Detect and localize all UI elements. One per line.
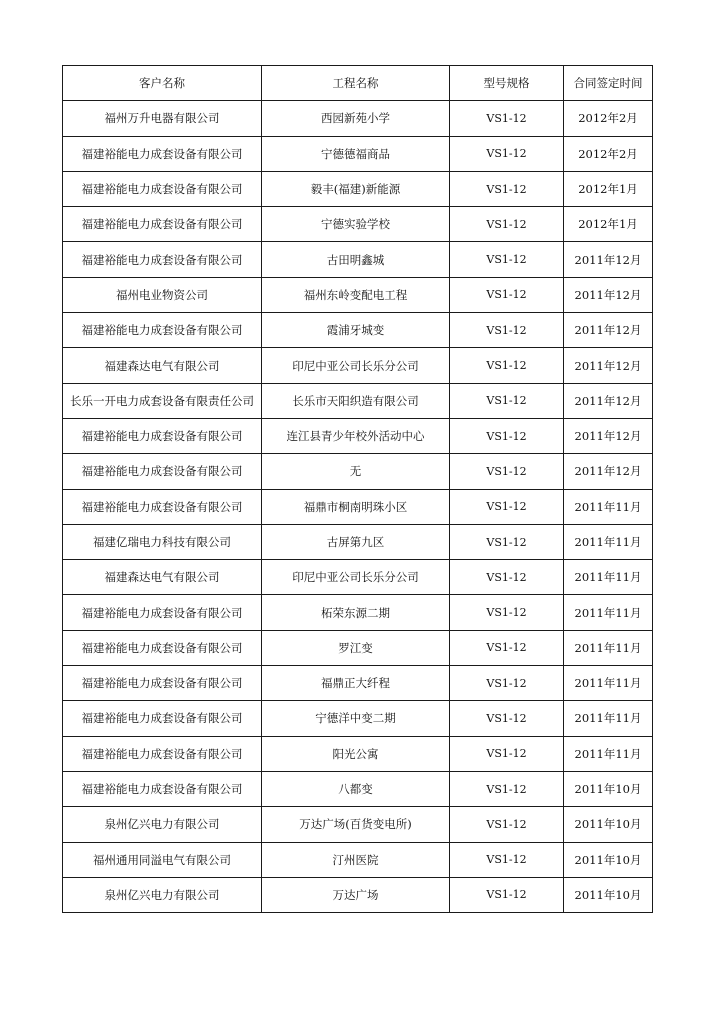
table-row [63, 171, 653, 206]
customer-name-cell: 福建裕能电力成套设备有限公司 [63, 771, 262, 806]
customer-name-cell: 福建裕能电力成套设备有限公司 [63, 666, 262, 701]
table-row [63, 313, 653, 348]
contract-date-cell: 2011年10月 [564, 771, 653, 806]
table-row [63, 101, 653, 136]
customer-name-cell: 福建裕能电力成套设备有限公司 [63, 171, 262, 206]
table-row [63, 842, 653, 877]
table-header [63, 66, 653, 101]
table-row [63, 348, 653, 383]
contract-date-cell: 2011年11月 [564, 560, 653, 595]
contract-date-cell: 2012年1月 [564, 171, 653, 206]
project-name-cell: 宁德洋中变二期 [262, 701, 450, 736]
project-name-cell: 古田明鑫城 [262, 242, 450, 277]
model-spec-cell: VS1-12 [450, 807, 564, 842]
customer-name-cell: 福建裕能电力成套设备有限公司 [63, 701, 262, 736]
contract-date-cell: 2012年2月 [564, 136, 653, 171]
table-row [63, 595, 653, 630]
contract-date-cell: 2011年11月 [564, 630, 653, 665]
project-name-cell: 柘荣东源二期 [262, 595, 450, 630]
customer-name-cell: 长乐一开电力成套设备有限责任公司 [63, 383, 262, 418]
table-row [63, 524, 653, 559]
project-name-cell: 福鼎正大纤程 [262, 666, 450, 701]
contract-date-cell: 2011年10月 [564, 842, 653, 877]
contract-date-cell: 2011年11月 [564, 595, 653, 630]
project-name-cell: 万达广场(百货变电所) [262, 807, 450, 842]
model-spec-cell: VS1-12 [450, 666, 564, 701]
customer-name-cell: 福州通用同溢电气有限公司 [63, 842, 262, 877]
contract-date-cell: 2011年11月 [564, 489, 653, 524]
project-name-cell: 毅丰(福建)新能源 [262, 171, 450, 206]
contract-date-cell: 2011年12月 [564, 348, 653, 383]
model-spec-cell: VS1-12 [450, 630, 564, 665]
model-spec-cell: VS1-12 [450, 736, 564, 771]
model-spec-cell: VS1-12 [450, 560, 564, 595]
model-spec-cell: VS1-12 [450, 771, 564, 806]
table-row [63, 807, 653, 842]
customer-name-cell: 福建裕能电力成套设备有限公司 [63, 313, 262, 348]
customer-name-cell: 福州万升电器有限公司 [63, 101, 262, 136]
contract-date-cell: 2011年10月 [564, 807, 653, 842]
project-name-cell: 福州东岭变配电工程 [262, 277, 450, 312]
customer-name-cell: 福建裕能电力成套设备有限公司 [63, 242, 262, 277]
header-contract-date: 合同签定时间 [564, 66, 653, 101]
project-name-cell: 福鼎市桐南明珠小区 [262, 489, 450, 524]
model-spec-cell: VS1-12 [450, 277, 564, 312]
customer-name-cell: 福建裕能电力成套设备有限公司 [63, 630, 262, 665]
model-spec-cell: VS1-12 [450, 242, 564, 277]
contract-date-cell: 2011年12月 [564, 454, 653, 489]
project-name-cell: 八都变 [262, 771, 450, 806]
table-row [63, 454, 653, 489]
table-row [63, 877, 653, 912]
project-name-cell: 阳光公寓 [262, 736, 450, 771]
project-name-cell: 罗江变 [262, 630, 450, 665]
header-row [63, 66, 653, 101]
model-spec-cell: VS1-12 [450, 877, 564, 912]
customer-name-cell: 福建裕能电力成套设备有限公司 [63, 207, 262, 242]
model-spec-cell: VS1-12 [450, 524, 564, 559]
project-name-cell: 古屏第九区 [262, 524, 450, 559]
customer-name-cell: 泉州亿兴电力有限公司 [63, 877, 262, 912]
header-project-name: 工程名称 [262, 66, 450, 101]
customer-name-cell: 福建森达电气有限公司 [63, 348, 262, 383]
customer-name-cell: 福建裕能电力成套设备有限公司 [63, 136, 262, 171]
table-row [63, 666, 653, 701]
contract-date-cell: 2011年12月 [564, 418, 653, 453]
project-name-cell: 无 [262, 454, 450, 489]
model-spec-cell: VS1-12 [450, 136, 564, 171]
contract-date-cell: 2011年12月 [564, 242, 653, 277]
model-spec-cell: VS1-12 [450, 348, 564, 383]
contract-date-cell: 2012年2月 [564, 101, 653, 136]
table-row [63, 242, 653, 277]
table-row [63, 418, 653, 453]
contract-date-cell: 2011年12月 [564, 383, 653, 418]
table-row [63, 771, 653, 806]
contract-table [62, 65, 653, 913]
model-spec-cell: VS1-12 [450, 418, 564, 453]
table-row [63, 736, 653, 771]
model-spec-cell: VS1-12 [450, 313, 564, 348]
project-name-cell: 万达广场 [262, 877, 450, 912]
model-spec-cell: VS1-12 [450, 207, 564, 242]
contract-date-cell: 2011年10月 [564, 877, 653, 912]
contract-date-cell: 2011年11月 [564, 701, 653, 736]
table-row [63, 701, 653, 736]
customer-name-cell: 福建裕能电力成套设备有限公司 [63, 418, 262, 453]
model-spec-cell: VS1-12 [450, 101, 564, 136]
project-name-cell: 宁德实验学校 [262, 207, 450, 242]
customer-name-cell: 福建裕能电力成套设备有限公司 [63, 736, 262, 771]
model-spec-cell: VS1-12 [450, 842, 564, 877]
contract-date-cell: 2011年11月 [564, 524, 653, 559]
model-spec-cell: VS1-12 [450, 595, 564, 630]
model-spec-cell: VS1-12 [450, 454, 564, 489]
project-name-cell: 西园新苑小学 [262, 101, 450, 136]
table-row [63, 383, 653, 418]
customer-name-cell: 泉州亿兴电力有限公司 [63, 807, 262, 842]
contract-date-cell: 2011年11月 [564, 736, 653, 771]
header-model-spec: 型号规格 [450, 66, 564, 101]
customer-name-cell: 福建亿瑞电力科技有限公司 [63, 524, 262, 559]
model-spec-cell: VS1-12 [450, 489, 564, 524]
contract-date-cell: 2011年11月 [564, 666, 653, 701]
model-spec-cell: VS1-12 [450, 383, 564, 418]
contract-date-cell: 2011年12月 [564, 313, 653, 348]
project-name-cell: 宁德德福商品 [262, 136, 450, 171]
table-row [63, 136, 653, 171]
table-row [63, 489, 653, 524]
customer-name-cell: 福建裕能电力成套设备有限公司 [63, 489, 262, 524]
contract-date-cell: 2012年1月 [564, 207, 653, 242]
project-name-cell: 连江县青少年校外活动中心 [262, 418, 450, 453]
project-name-cell: 汀州医院 [262, 842, 450, 877]
table-row [63, 630, 653, 665]
project-name-cell: 印尼中亚公司长乐分公司 [262, 348, 450, 383]
customer-name-cell: 福建森达电气有限公司 [63, 560, 262, 595]
contract-date-cell: 2011年12月 [564, 277, 653, 312]
customer-name-cell: 福州电业物资公司 [63, 277, 262, 312]
table-row [63, 277, 653, 312]
model-spec-cell: VS1-12 [450, 701, 564, 736]
header-customer-name: 客户名称 [63, 66, 262, 101]
table-row [63, 560, 653, 595]
table-row [63, 207, 653, 242]
customer-name-cell: 福建裕能电力成套设备有限公司 [63, 454, 262, 489]
project-name-cell: 印尼中亚公司长乐分公司 [262, 560, 450, 595]
table-body [63, 101, 653, 913]
model-spec-cell: VS1-12 [450, 171, 564, 206]
customer-name-cell: 福建裕能电力成套设备有限公司 [63, 595, 262, 630]
project-name-cell: 长乐市天阳织造有限公司 [262, 383, 450, 418]
project-name-cell: 霞浦牙城变 [262, 313, 450, 348]
contract-table-container [62, 65, 652, 913]
